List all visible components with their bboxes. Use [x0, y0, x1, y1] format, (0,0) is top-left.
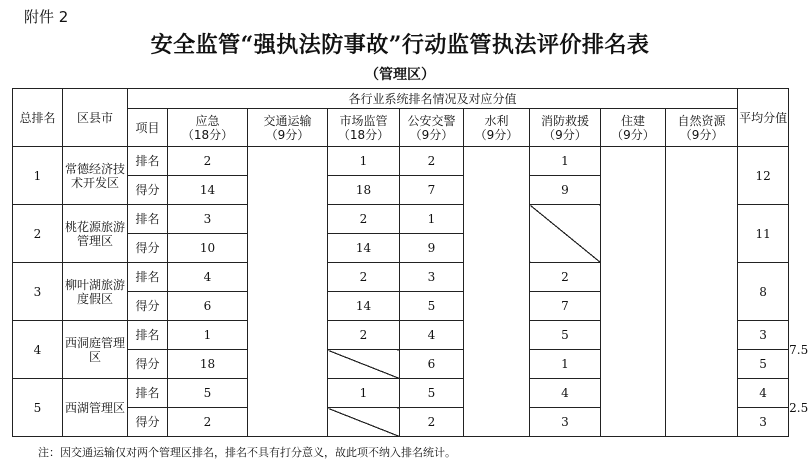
score-gongan: 7 — [400, 176, 464, 205]
header-industry-xiaofang: 消防救援 （9分） — [530, 109, 601, 147]
row-label-rank: 排名 — [128, 263, 168, 292]
rank-xiaofang: 4 — [738, 379, 789, 408]
score-shichang: 18 — [328, 176, 400, 205]
rank-gongan: 5 — [530, 321, 601, 350]
header-industry-shuili: 水利 （9分） — [464, 109, 530, 147]
header-overall-rank: 总排名 — [13, 89, 63, 147]
header-industry-ziran: 自然资源 （9分） — [666, 109, 738, 147]
row-label-score: 得分 — [128, 292, 168, 321]
score-xiaofang: 3 — [738, 408, 789, 437]
rank-yingji: 5 — [168, 379, 248, 408]
score-gongan: 3 — [530, 408, 601, 437]
shuili-column-blank — [464, 147, 530, 437]
score-yingji: 18 — [168, 350, 248, 379]
page-subtitle: （管理区） — [365, 67, 435, 83]
score-shichang: 2 — [400, 408, 464, 437]
header-item: 项目 — [128, 109, 168, 147]
xiaofang-struck-cell — [530, 205, 601, 263]
row-label-score: 得分 — [128, 350, 168, 379]
header-industry-zhujian: 住建 （9分） — [601, 109, 666, 147]
overall-rank: 3 — [13, 263, 63, 321]
score-gongan: 1 — [530, 350, 601, 379]
header-district: 区县市 — [63, 89, 128, 147]
rank-yingji: 1 — [168, 321, 248, 350]
rank-yingji: 4 — [168, 263, 248, 292]
score-xiaofang: 5 — [738, 350, 789, 379]
table-row: 5 西湖管理区 排名 5 1 5 4 4 2.5 — [13, 379, 789, 408]
average-score: 8 — [738, 263, 789, 321]
attachment-label: 附件 2 — [24, 8, 69, 26]
table-row — [13, 147, 789, 176]
score-xiaofang: 9 — [530, 176, 601, 205]
rank-shichang: 2 — [328, 205, 400, 234]
rank-xiaofang: 2 — [530, 263, 601, 292]
rank-shichang: 2 — [328, 263, 400, 292]
score-yingji: 2 — [168, 408, 248, 437]
score-shichang: 6 — [400, 350, 464, 379]
rank-shichang: 5 — [400, 379, 464, 408]
rank-gongan: 1 — [400, 205, 464, 234]
overall-rank: 5 — [13, 379, 63, 437]
score-yingji: 14 — [168, 176, 248, 205]
header-industry-jiaotong: 交通运输 （9分） — [248, 109, 328, 147]
header-group: 各行业系统排名情况及对应分值 — [128, 89, 738, 109]
rank-gongan: 3 — [400, 263, 464, 292]
rank-gongan: 2 — [400, 147, 464, 176]
header-average: 平均分值 — [738, 89, 789, 147]
row-label-score: 得分 — [128, 408, 168, 437]
average-score: 11 — [738, 205, 789, 263]
rank-jiaotong: 2 — [328, 321, 400, 350]
score-yingji: 10 — [168, 234, 248, 263]
row-label-rank: 排名 — [128, 205, 168, 234]
district-name: 西湖管理区 — [63, 379, 128, 437]
district-name: 西洞庭管理区 — [63, 321, 128, 379]
score-xiaofang: 7 — [530, 292, 601, 321]
district-name: 柳叶湖旅游度假区 — [63, 263, 128, 321]
rank-yingji: 2 — [168, 147, 248, 176]
rank-shichang: 1 — [328, 147, 400, 176]
average-score: 12 — [738, 147, 789, 205]
score-shichang: 14 — [328, 234, 400, 263]
footnote: 注：因交通运输仅对两个管理区排名，排名不具有打分意义，故此项不纳入排名统计。 — [38, 446, 456, 459]
score-gongan: 5 — [400, 292, 464, 321]
district-name: 桃花源旅游管理区 — [63, 205, 128, 263]
zhujian-column-blank — [601, 147, 666, 437]
ranking-table — [12, 88, 808, 437]
row-label-score: 得分 — [128, 234, 168, 263]
row-label-rank: 排名 — [128, 321, 168, 350]
jiaotong-struck-cell — [328, 408, 400, 437]
ziran-column-blank — [666, 147, 738, 437]
header-industry-shichang: 市场监管 （18分） — [328, 109, 400, 147]
score-gongan: 9 — [400, 234, 464, 263]
header-industry-yingji: 应急 （18分） — [168, 109, 248, 147]
table-row: 4 西洞庭管理区 排名 1 2 4 5 3 7.5 — [13, 321, 789, 350]
row-label-rank: 排名 — [128, 379, 168, 408]
header-row-2 — [13, 109, 789, 147]
rank-shichang: 4 — [400, 321, 464, 350]
score-yingji: 6 — [168, 292, 248, 321]
overall-rank: 2 — [13, 205, 63, 263]
page-title: 安全监管“强执法防事故”行动监管执法评价排名表 — [150, 32, 650, 58]
score-shichang: 14 — [328, 292, 400, 321]
jiaotong-struck-cell — [328, 350, 400, 379]
overall-rank: 1 — [13, 147, 63, 205]
rank-xiaofang: 1 — [530, 147, 601, 176]
jiaotong-column-blank — [248, 147, 328, 437]
rank-yingji: 3 — [168, 205, 248, 234]
district-name: 常德经济技术开发区 — [63, 147, 128, 205]
header-industry-gongan: 公安交警 （9分） — [400, 109, 464, 147]
header-row-1 — [13, 89, 789, 109]
rank-gongan: 4 — [530, 379, 601, 408]
row-label-score: 得分 — [128, 176, 168, 205]
row-label-rank: 排名 — [128, 147, 168, 176]
rank-xiaofang: 3 — [738, 321, 789, 350]
overall-rank: 4 — [13, 321, 63, 379]
rank-jiaotong: 1 — [328, 379, 400, 408]
